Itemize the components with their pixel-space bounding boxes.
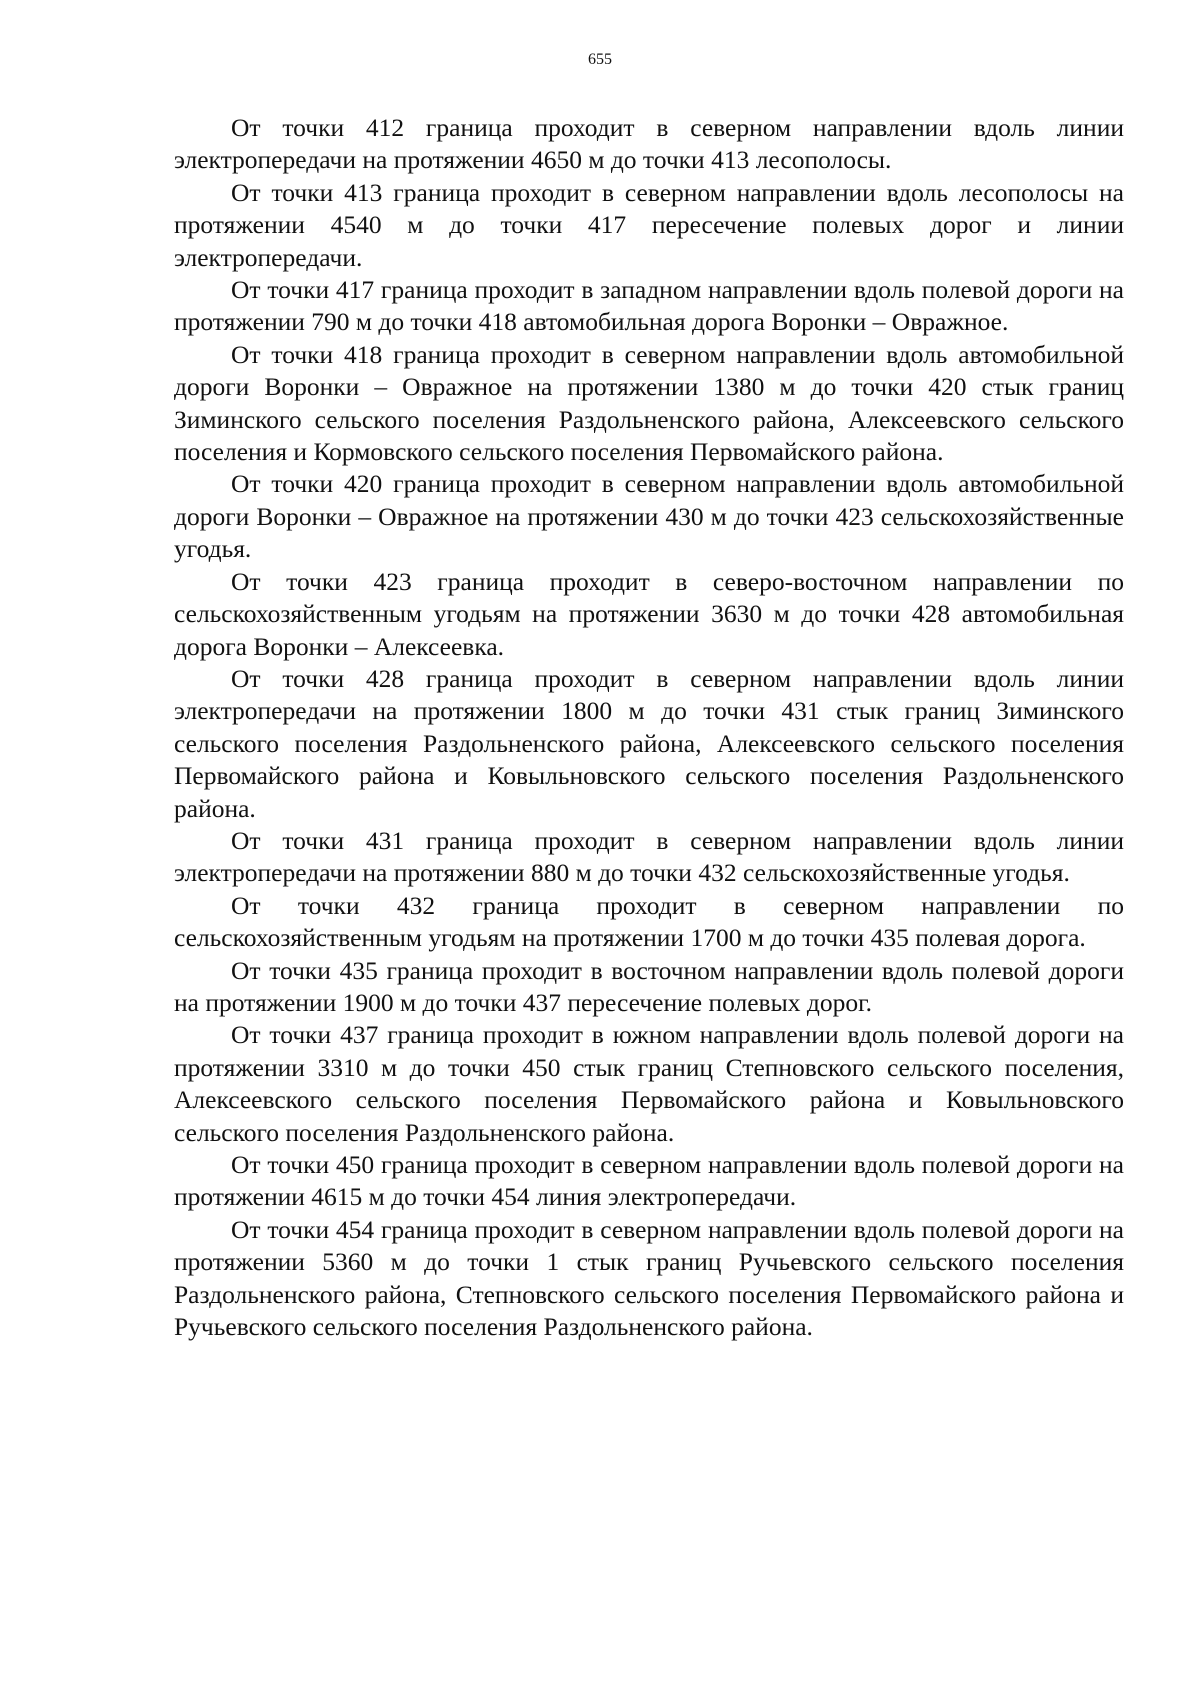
paragraph: От точки 420 граница проходит в северном направлении вдоль автомобильной дороги Воронки – Овражное на протяжении 430 м до точки 423 сельскохозяйственные угодья. bbox=[174, 469, 1124, 564]
paragraph: От точки 413 граница проходит в северном направлении вдоль лесополосы на протяжении 4540 м до точки 417 пересечение полевых дорог и линии электропередачи. bbox=[174, 177, 1124, 272]
paragraph: От точки 412 граница проходит в северном направлении вдоль линии электропередачи на протяжении 4650 м до точки 413 лесополосы. bbox=[174, 113, 1124, 175]
page-number: 655 bbox=[588, 51, 612, 68]
paragraph: От точки 435 граница проходит в восточном направлении вдоль полевой дороги на протяжении 1900 м до точки 437 пересечение полевых дорог. bbox=[174, 955, 1124, 1017]
paragraph: От точки 417 граница проходит в западном направлении вдоль полевой дороги на протяжении 790 м до точки 418 автомобильная дорога Воронки – Овражное. bbox=[174, 275, 1124, 337]
paragraph: От точки 432 граница проходит в северном направлении по сельскохозяйственным угодьям на протяжении 1700 м до точки 435 полевая дорога. bbox=[174, 890, 1124, 953]
paragraph: От точки 428 граница проходит в северном направлении вдоль линии электропередачи на протяжении 1800 м до точки 431 стык границ Зиминского сельского поселения Раздольненского района, Алексеевского сельского поселения Первомайского района и Ковыльновского сельского поселения Раздольненского района. bbox=[174, 663, 1124, 823]
paragraph: От точки 418 граница проходит в северном направлении вдоль автомобильной дороги Воронки – Овражное на протяжении 1380 м до точки 420 стык границ Зиминского сельского поселения Раздольненского района, Алексеевского сельского поселения и Кормовского сельского поселения Первомайского района. bbox=[174, 339, 1124, 467]
paragraph: От точки 423 граница проходит в северо-восточном направлении по сельскохозяйственным угодьям на протяжении 3630 м до точки 428 автомобильная дорога Воронки – Алексеевка. bbox=[174, 566, 1124, 661]
paragraph: От точки 454 граница проходит в северном направлении вдоль полевой дороги на протяжении 5360 м до точки 1 стык границ Ручьевского сельского поселения Раздольненского района, Степновского сельского поселения Первомайского района и Ручьевского сельского поселения Раздольненского района. bbox=[174, 1214, 1124, 1342]
paragraph: От точки 437 граница проходит в южном направлении вдоль полевой дороги на протяжении 3310 м до точки 450 стык границ Степновского сельского поселения, Алексеевского сельского поселения Первомайского района и Ковыльновского сельского поселения Раздольненского района. bbox=[174, 1020, 1124, 1147]
paragraph: От точки 450 граница проходит в северном направлении вдоль полевой дороги на протяжении 4615 м до точки 454 линия электропередачи. bbox=[174, 1150, 1124, 1212]
paragraph: От точки 431 граница проходит в северном направлении вдоль линии электропередачи на протяжении 880 м до точки 432 сельскохозяйственные угодья. bbox=[174, 825, 1124, 888]
document-body bbox=[174, 112, 1124, 1343]
